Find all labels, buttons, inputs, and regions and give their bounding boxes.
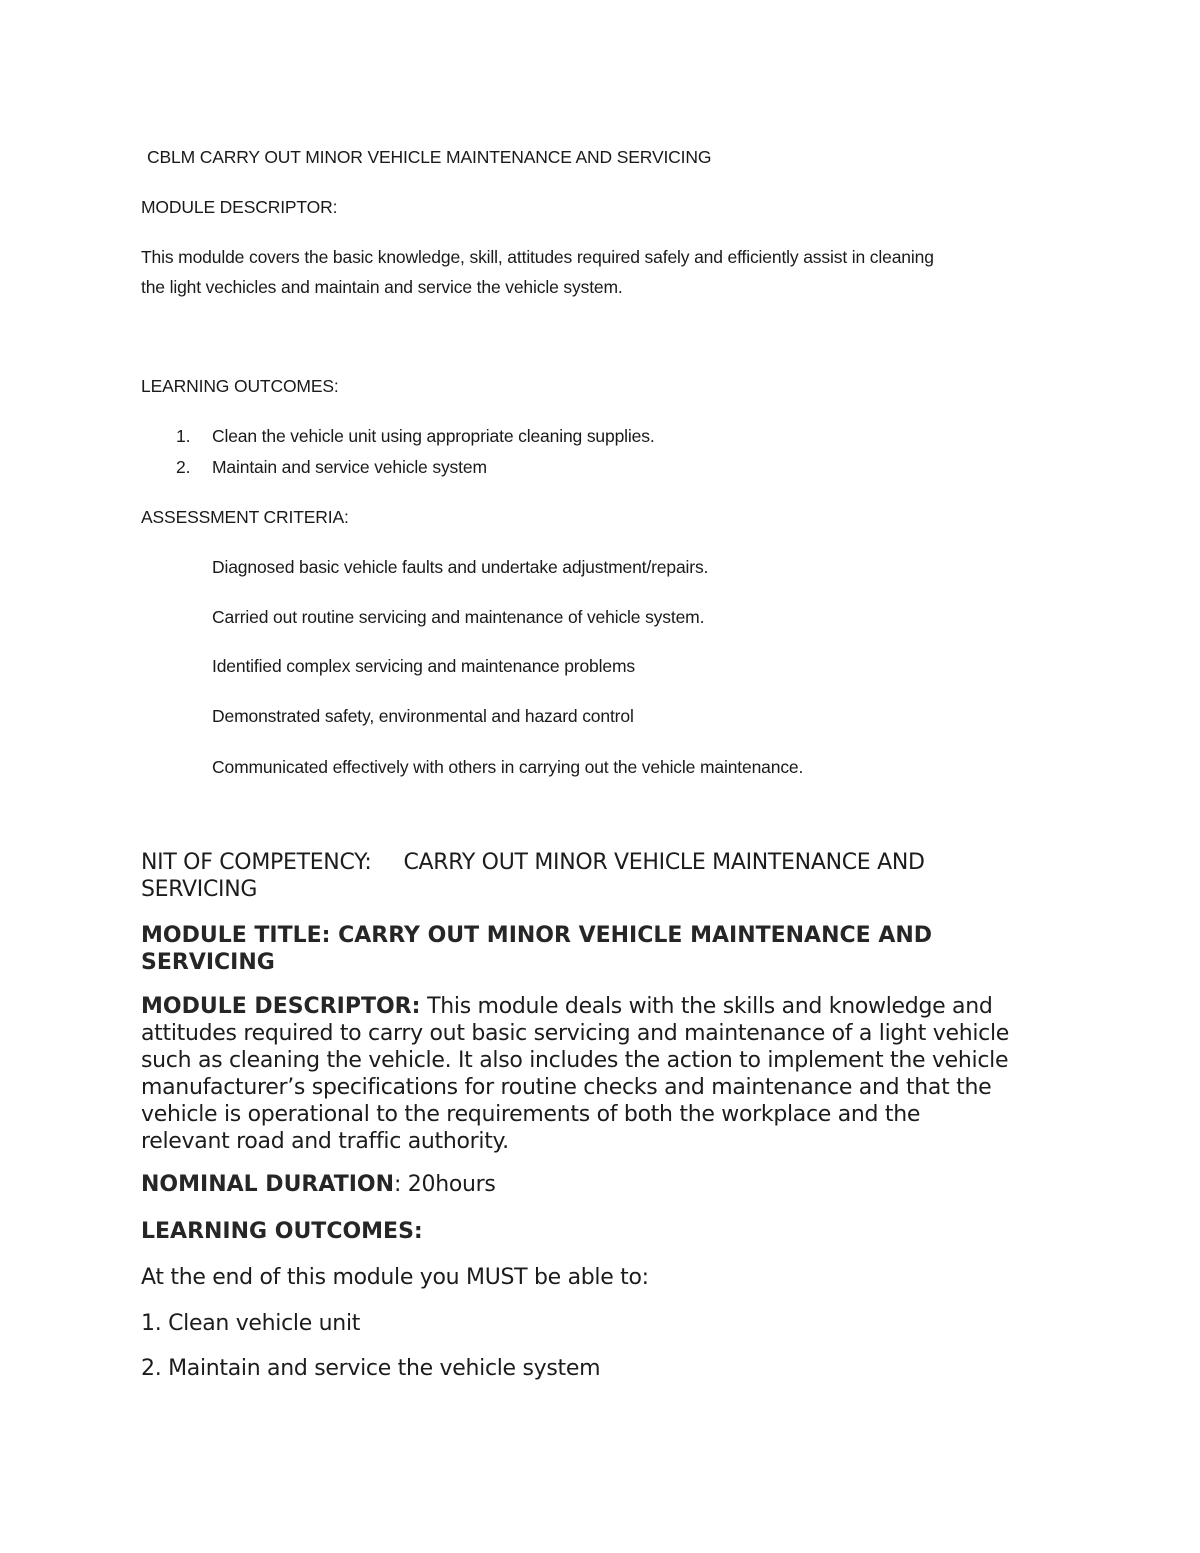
list-text: Clean the vehicle unit using appropriate cleaning supplies. [212,426,655,446]
assessment-criterion: Demonstrated safety, environmental and hazard control [212,706,634,726]
module-descriptor-line: This module deals with the skills and knowledge and [427,994,993,1019]
learning-outcome-item: 2. Maintain and service the vehicle system [141,1356,601,1381]
list-text: Maintain and service vehicle system [212,457,487,477]
learning-outcome-item: 1. Clean vehicle unit [141,1311,361,1336]
cblm-title: CBLM CARRY OUT MINOR VEHICLE MAINTENANCE AND SERVICING [147,147,712,167]
assessment-criteria-label: ASSESSMENT CRITERIA: [141,507,349,527]
module-descriptor-paragraph [141,993,1071,1155]
module-descriptor-line: vehicle is operational to the requirements of both the workplace and the [141,1102,921,1127]
module-title-line: SERVICING [141,950,275,975]
list-item [141,421,655,452]
module-descriptor-line: attitudes required to carry out basic servicing and maintenance of a light vehicle [141,1021,1010,1046]
module-descriptor-line: the light vechicles and maintain and service the vehicle system. [141,277,623,297]
unit-value: CARRY OUT MINOR VEHICLE MAINTENANCE AND [403,850,925,875]
learning-outcomes-list [141,421,655,483]
module-title-line: MODULE TITLE: CARRY OUT MINOR VEHICLE MAINTENANCE AND [141,923,933,948]
module-descriptor-line: such as cleaning the vehicle. It also includes the action to implement the vehicle [141,1048,1009,1073]
unit-of-competency [141,849,1041,903]
module-title [141,922,1041,976]
unit-label: NIT OF COMPETENCY: [141,850,372,875]
assessment-criterion: Diagnosed basic vehicle faults and undertake adjustment/repairs. [212,557,709,577]
assessment-criterion: Identified complex servicing and maintenance problems [212,656,635,676]
module-descriptor-heading: MODULE DESCRIPTOR: [141,994,421,1019]
assessment-criterion: Carried out routine servicing and maintenance of vehicle system. [212,607,705,627]
module-descriptor-label: MODULE DESCRIPTOR: [141,197,338,217]
learning-outcomes-intro: At the end of this module you MUST be able to: [141,1265,649,1290]
learning-outcomes-label: LEARNING OUTCOMES: [141,376,339,396]
module-learning-outcomes-label: LEARNING OUTCOMES: [141,1219,423,1244]
module-descriptor-line: This modulde covers the basic knowledge, skill, attitudes required safely and efficiently assist in cleaning [141,247,934,267]
unit-value-continued: SERVICING [141,877,258,902]
module-descriptor-text [141,242,1081,302]
nominal-duration-label: NOMINAL DURATION [141,1172,394,1197]
list-number: 1. [176,426,191,446]
nominal-duration-value: : 20hours [394,1172,496,1197]
module-descriptor-line: relevant road and traffic authority. [141,1129,509,1154]
assessment-criterion: Communicated effectively with others in carrying out the vehicle maintenance. [212,757,804,777]
list-item [141,452,655,483]
nominal-duration [141,1171,496,1198]
list-number: 2. [176,457,191,477]
module-descriptor-line: manufacturer’s specifications for routine checks and maintenance and that the [141,1075,992,1100]
